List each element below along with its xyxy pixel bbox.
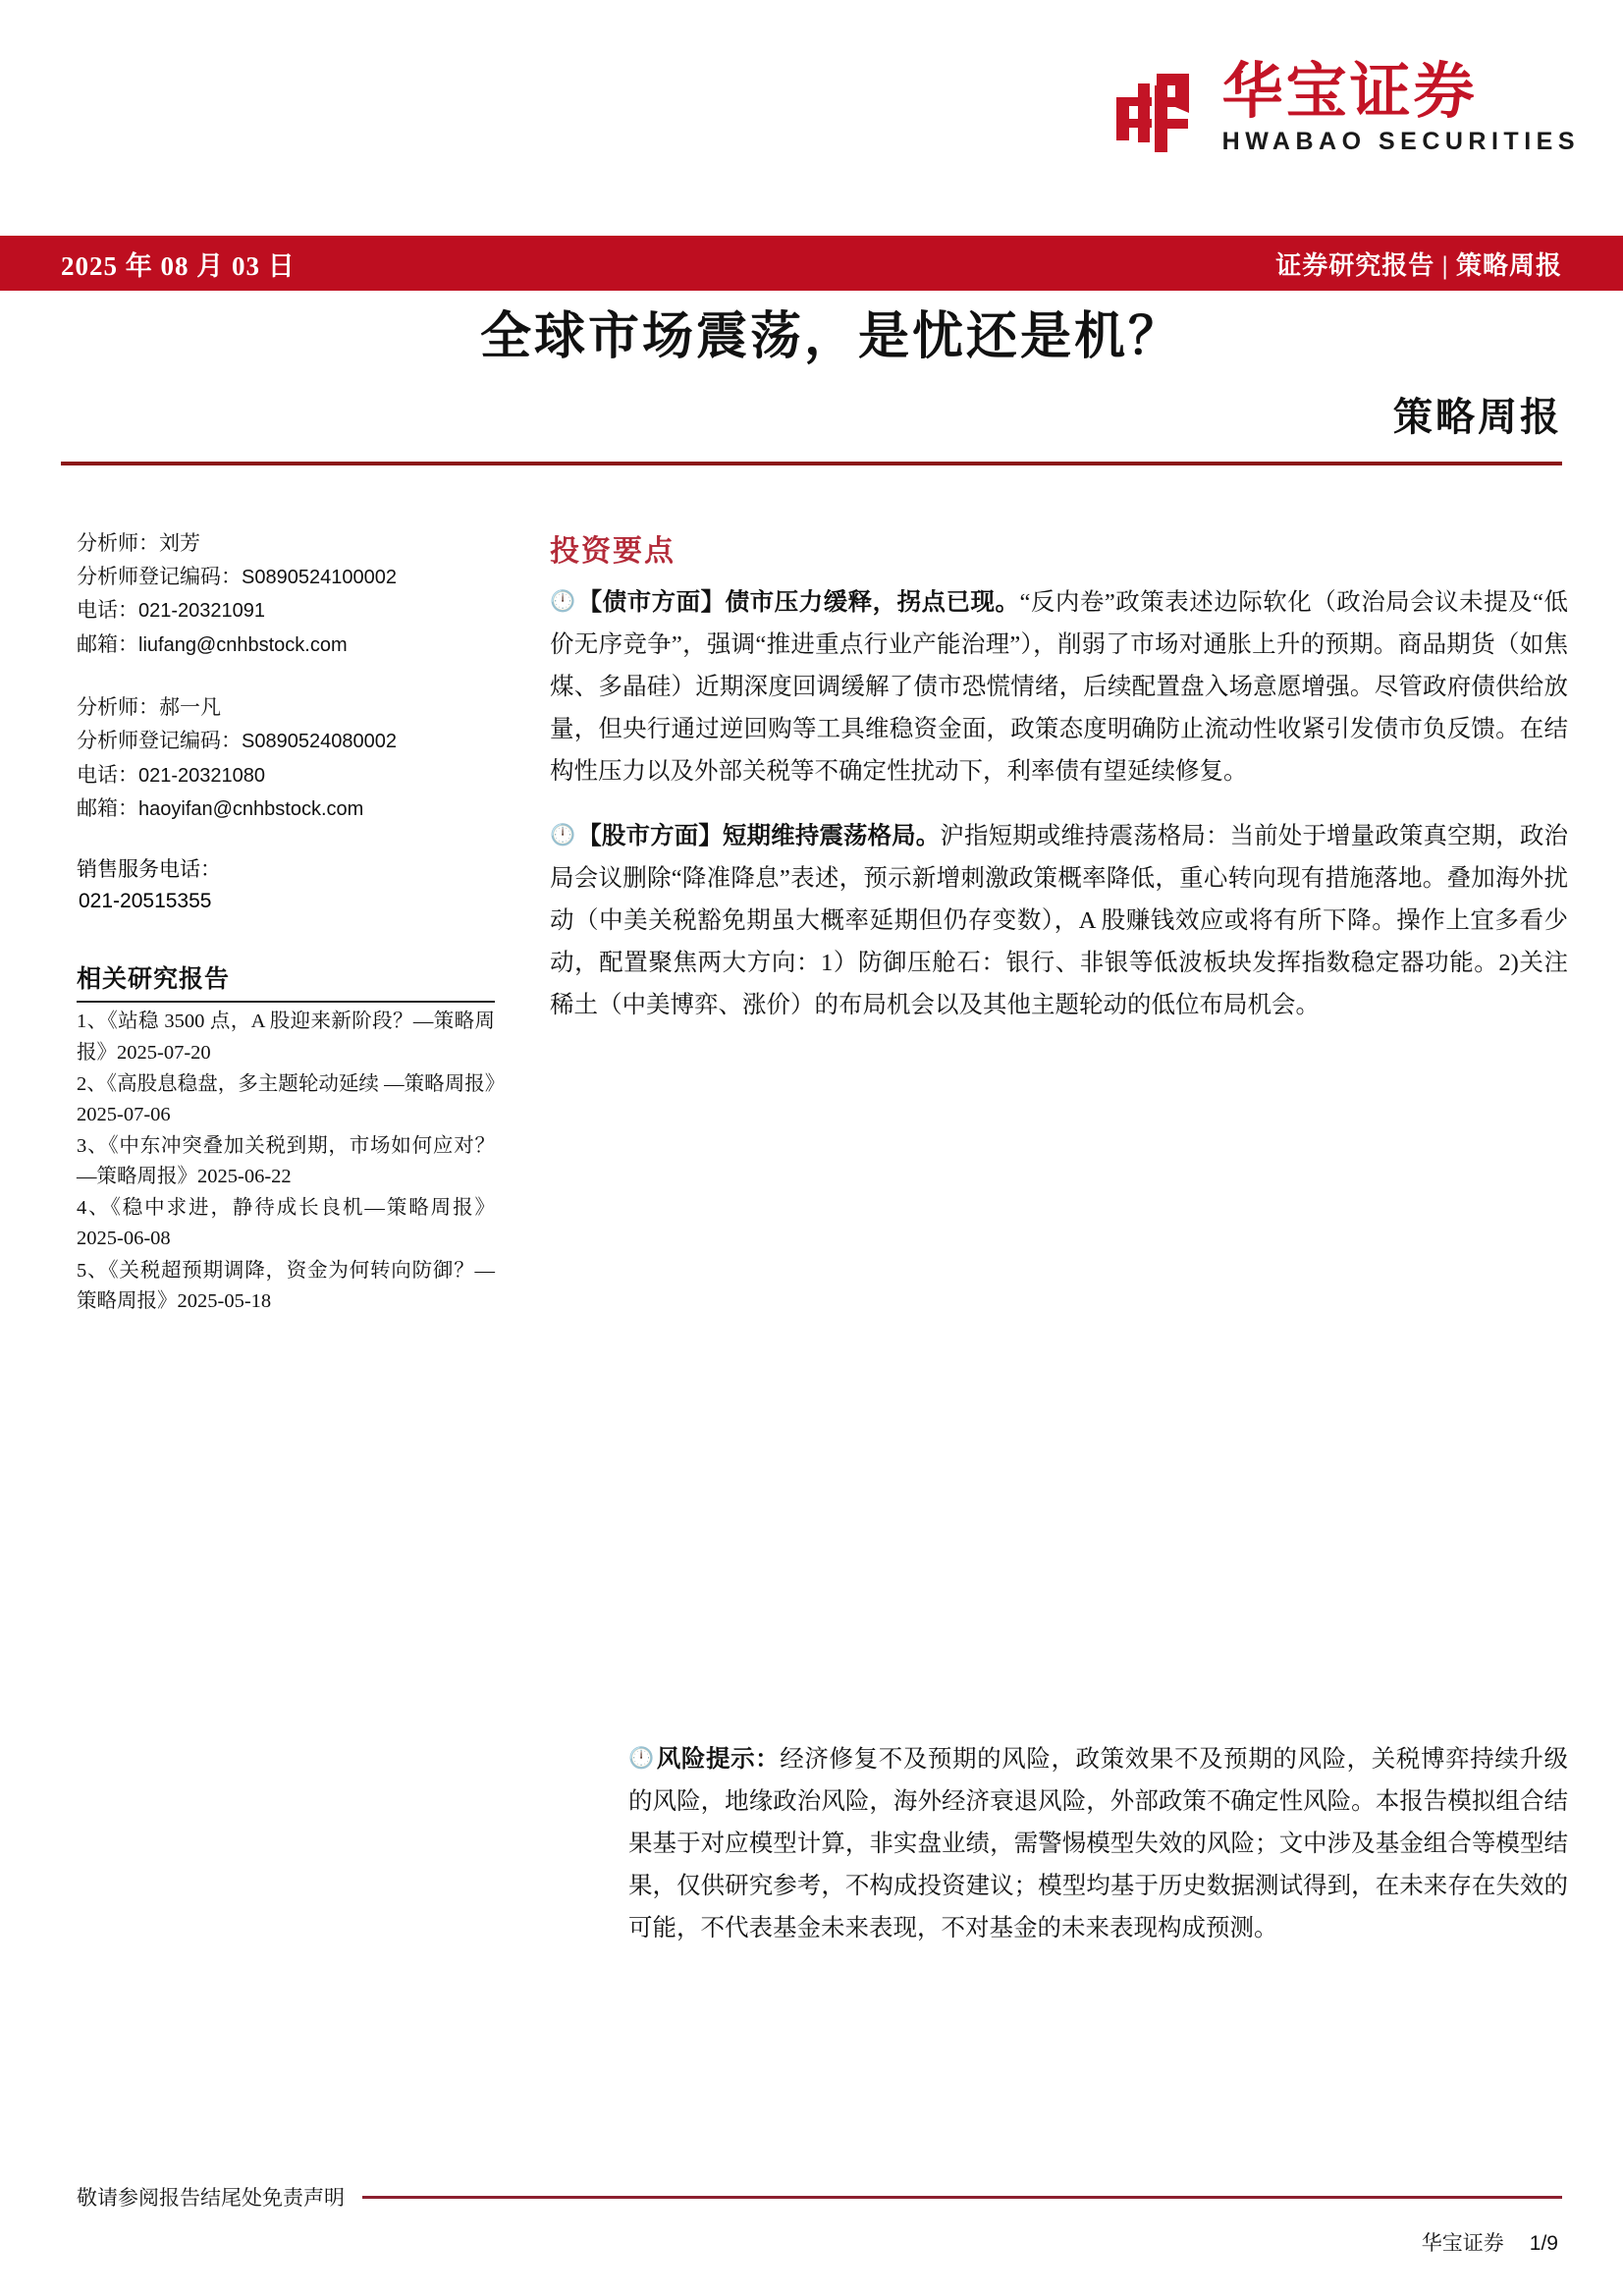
sidebar-column xyxy=(77,526,528,1318)
risk-notice-block xyxy=(0,1738,1623,1950)
risk-notice-paragraph xyxy=(628,1738,1568,1950)
footer-divider xyxy=(362,2196,1562,2199)
analyst-name: 分析师：刘芳 xyxy=(77,531,200,555)
analyst-block xyxy=(77,690,495,825)
date-category-bar xyxy=(0,236,1623,291)
paragraph-lead: 【股市方面】短期维持震荡格局。 xyxy=(577,822,941,849)
hwabao-hua-mark-icon xyxy=(1110,68,1205,158)
clock-icon: 🕛 xyxy=(628,1746,655,1770)
report-category: 证券研究报告 | 策略周报 xyxy=(1275,250,1562,280)
sales-service-label: 销售服务电话： xyxy=(77,857,221,882)
related-report-item[interactable]: 5、《关税超预期调降，资金为何转向防御？—策略周报》2025-05-18 xyxy=(77,1259,495,1312)
logo-text xyxy=(1221,58,1580,158)
analyst-code-value: S0890524100002 xyxy=(242,567,397,589)
analyst-phone-value: 021-20321080 xyxy=(138,764,266,787)
analyst-email-value[interactable]: liufang@cnhbstock.com xyxy=(138,633,348,656)
analyst-code-row xyxy=(77,724,495,757)
analyst-block xyxy=(77,526,495,661)
page-footer xyxy=(0,2182,1623,2257)
analyst-email-row xyxy=(77,792,495,825)
footer-brand: 华宝证券 xyxy=(1421,2231,1504,2255)
analyst-email-label: 邮箱： xyxy=(77,631,138,656)
main-content-column xyxy=(528,526,1568,1026)
risk-lead: 风险提示： xyxy=(656,1746,781,1773)
title-block xyxy=(0,295,1623,465)
investment-point-paragraph xyxy=(550,581,1568,793)
analyst-code-label: 分析师登记编码： xyxy=(77,565,242,589)
analyst-name: 分析师：郝一凡 xyxy=(77,695,221,720)
investment-point-paragraph xyxy=(550,815,1568,1027)
company-logo xyxy=(1110,58,1580,158)
logo-chinese-name: 华宝证券 xyxy=(1221,58,1478,126)
analyst-code-value: S0890524080002 xyxy=(242,731,397,753)
sales-service-block xyxy=(77,854,495,916)
analyst-phone-label: 电话： xyxy=(77,762,138,787)
related-reports-title: 相关研究报告 xyxy=(77,966,231,994)
analyst-email-label: 邮箱： xyxy=(77,795,138,820)
title-divider xyxy=(61,462,1562,465)
clock-icon: 🕛 xyxy=(550,822,576,847)
related-reports-divider xyxy=(77,1001,495,1003)
analyst-phone-row xyxy=(77,593,495,627)
footer-top-row xyxy=(77,2182,1562,2212)
related-report-item[interactable]: 1、《站稳 3500 点，A 股迎来新阶段？—策略周报》2025-07-20 xyxy=(77,1011,495,1064)
disclaimer-note: 敬请参阅报告结尾处免责声明 xyxy=(77,2186,345,2210)
page-title: 全球市场震荡，是忧还是机？ xyxy=(479,309,1182,365)
related-report-item[interactable]: 3、《中东冲突叠加关税到期，市场如何应对？ —策略周报》2025-06-22 xyxy=(77,1135,495,1188)
report-date: 2025 年 08 月 03 日 xyxy=(61,250,296,281)
analyst-phone-label: 电话： xyxy=(77,598,138,623)
logo-english-name: HWABAO SECURITIES xyxy=(1221,128,1580,156)
analyst-email-value[interactable]: haoyifan@cnhbstock.com xyxy=(138,797,364,820)
page-number: 1/9 xyxy=(1529,2232,1558,2255)
clock-icon: 🕛 xyxy=(550,589,576,613)
analyst-code-label: 分析师登记编码： xyxy=(77,729,242,753)
analyst-email-row xyxy=(77,628,495,661)
footer-bottom-row xyxy=(77,2227,1562,2257)
analyst-phone-value: 021-20321091 xyxy=(138,600,266,623)
report-type-subtitle: 策略周报 xyxy=(1393,395,1562,439)
paragraph-body: “反内卷”政策表述边际软化（政治局会议未提及“低价无序竞争”，强调“推进重点行业产能治理”），削弱了市场对通胀上升的预期。商品期货（如焦煤、多晶硅）近期深度回调缓解了债市恐慌情绪，后续配置盘入场意愿增强。尽管政府债供给放量，但央行通过逆回购等工具维稳资金面，政策态度明确防止流动性收紧引发债市负反馈。在结构性压力以及外部关税等不确定性扰动下，利率债有望延续修复。 xyxy=(550,589,1569,786)
related-reports-block xyxy=(77,959,495,1317)
paragraph-body: 沪指短期或维持震荡格局：当前处于增量政策真空期，政治局会议删除“降准降息”表述，预示新增刺激政策概率降低，重心转向现有措施落地。叠加海外扰动（中美关税豁免期虽大概率延期但仍存变数），A 股赚钱效应或将有所下降。操作上宜多看少动，配置聚焦两大方向：1）防御压舱石：银行、非银等低波板块发挥指数稳定器功能。2)关注稀土（中美博弈、涨价）的布局机会以及其他主题轮动的低位布局机会。 xyxy=(550,822,1569,1018)
investment-points-title: 投资要点 xyxy=(550,535,676,568)
related-report-item[interactable]: 4、《稳中求进，静待成长良机—策略周报》2025-06-08 xyxy=(77,1197,495,1250)
analyst-phone-row xyxy=(77,758,495,792)
analyst-code-row xyxy=(77,560,495,593)
paragraph-lead: 【债市方面】债市压力缓释，拐点已现。 xyxy=(577,589,1020,616)
related-report-item[interactable]: 2、《高股息稳盘，多主题轮动延续 —策略周报》2025-07-06 xyxy=(77,1072,495,1125)
risk-body: 经济修复不及预期的风险，政策效果不及预期的风险，关税博弈持续升级的风险，地缘政治风险，海外经济衰退风险，外部政策不确定性风险。本报告模拟组合结果基于对应模型计算，非实盘业绩，需警惕模型失效的风险；文中涉及基金组合等模型结果，仅供研究参考，不构成投资建议；模型均基于历史数据测试得到，在未来存在失效的可能，不代表基金未来表现，不对基金的未来表现构成预测。 xyxy=(628,1746,1569,1942)
sales-service-phone: 021-20515355 xyxy=(79,889,212,912)
